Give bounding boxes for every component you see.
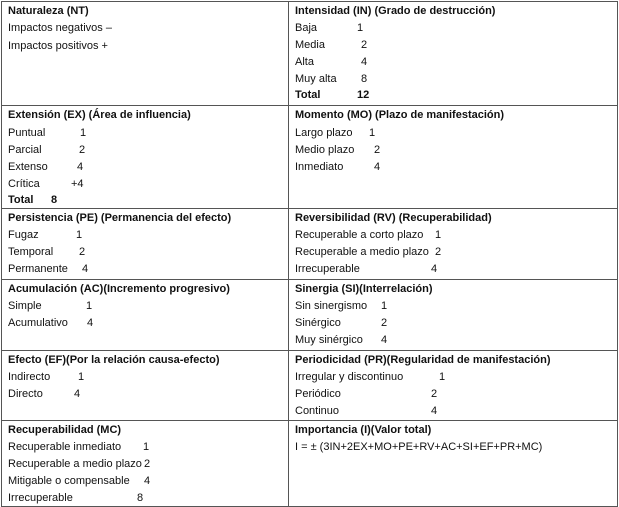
reversibilidad-value-3: 4 xyxy=(431,263,438,275)
sinergia-value-2: 2 xyxy=(381,317,388,329)
extension-value-4: +4 xyxy=(71,178,84,190)
extension-label-4: Crítica xyxy=(8,178,40,190)
momento-value-3: 4 xyxy=(374,161,381,173)
intensidad-value-2: 2 xyxy=(361,39,368,51)
persistencia-value-3: 4 xyxy=(82,263,89,275)
recuperabilidad-label-1: Recuperable inmediato xyxy=(8,441,122,453)
reversibilidad-value-1: 1 xyxy=(435,229,442,241)
extension-value-1: 1 xyxy=(80,127,87,139)
reversibilidad-title: Reversibilidad (RV) (Recuperabilidad) xyxy=(295,212,492,224)
persistencia-label-1: Fugaz xyxy=(8,229,39,241)
reversibilidad-label-2: Recuperable a medio plazo xyxy=(295,246,429,258)
momento-label-3: Inmediato xyxy=(295,161,344,173)
intensidad-value-3: 4 xyxy=(361,56,368,68)
periodicidad-label-3: Continuo xyxy=(295,405,340,417)
naturaleza-line-2: Impactos positivos + xyxy=(8,40,108,52)
intensidad-label-3: Alta xyxy=(295,56,314,68)
cell-reversibilidad xyxy=(289,209,618,280)
momento-value-2: 2 xyxy=(374,144,381,156)
efecto-label-1: Indirecto xyxy=(8,371,51,383)
intensidad-label-4: Muy alta xyxy=(295,73,337,85)
efecto-value-1: 1 xyxy=(78,371,85,383)
importancia-title: Importancia (I)(Valor total) xyxy=(295,424,432,436)
sinergia-title: Sinergia (SI)(Interrelación) xyxy=(295,283,433,295)
periodicidad-label-2: Periódico xyxy=(295,388,341,400)
recuperabilidad-value-2: 2 xyxy=(144,458,151,470)
persistencia-label-3: Permanente xyxy=(8,263,68,275)
acumulacion-label-2: Acumulativo xyxy=(8,317,68,329)
cell-periodicidad xyxy=(289,351,618,421)
extension-label-1: Puntual xyxy=(8,127,46,139)
persistencia-value-2: 2 xyxy=(79,246,86,258)
cell-intensidad xyxy=(289,2,618,106)
recuperabilidad-value-4: 8 xyxy=(137,492,144,504)
acumulacion-value-2: 4 xyxy=(87,317,94,329)
periodicidad-value-3: 4 xyxy=(431,405,438,417)
reversibilidad-label-1: Recuperable a corto plazo xyxy=(295,229,424,241)
recuperabilidad-value-1: 1 xyxy=(143,441,150,453)
intensidad-label-1: Baja xyxy=(295,22,318,34)
intensidad-label-2: Media xyxy=(295,39,325,51)
cell-persistencia xyxy=(2,209,289,280)
intensidad-value-4: 8 xyxy=(361,73,368,85)
criteria-table xyxy=(1,1,618,507)
extension-value-3: 4 xyxy=(77,161,84,173)
reversibilidad-label-3: Irrecuperable xyxy=(295,263,360,275)
cell-importancia xyxy=(289,421,618,507)
sinergia-label-3: Muy sinérgico xyxy=(295,334,363,346)
periodicidad-label-1: Irregular y discontinuo xyxy=(295,371,404,383)
intensidad-title: Intensidad (IN) (Grado de destrucción) xyxy=(295,5,496,17)
momento-title: Momento (MO) (Plazo de manifestación) xyxy=(295,109,505,121)
cell-extension xyxy=(2,106,289,209)
persistencia-value-1: 1 xyxy=(76,229,83,241)
table-row xyxy=(2,351,618,421)
sinergia-label-2: Sinérgico xyxy=(295,317,341,329)
extension-label-3: Extenso xyxy=(8,161,48,173)
acumulacion-title: Acumulación (AC)(Incremento progresivo) xyxy=(8,283,230,295)
sinergia-value-3: 4 xyxy=(381,334,388,346)
table-row xyxy=(2,106,618,209)
recuperabilidad-label-3: Mitigable o compensable xyxy=(8,475,130,487)
efecto-label-2: Directo xyxy=(8,388,43,400)
intensidad-total-value: 12 xyxy=(357,89,370,101)
table-row xyxy=(2,421,618,507)
momento-label-2: Medio plazo xyxy=(295,144,355,156)
naturaleza-title: Naturaleza (NT) xyxy=(8,5,89,17)
periodicidad-value-1: 1 xyxy=(439,371,446,383)
momento-label-1: Largo plazo xyxy=(295,127,353,139)
cell-momento xyxy=(289,106,618,209)
cell-acumulacion xyxy=(2,280,289,351)
extension-total-label: Total xyxy=(8,194,34,206)
cell-recuperabilidad xyxy=(2,421,289,507)
intensidad-total-label: Total xyxy=(295,89,321,101)
sinergia-value-1: 1 xyxy=(381,300,388,312)
table-row xyxy=(2,2,618,106)
importancia-formula: I = ± (3IN+2EX+MO+PE+RV+AC+SI+EF+PR+MC) xyxy=(295,441,543,453)
efecto-title: Efecto (EF)(Por la relación causa-efecto) xyxy=(8,354,220,366)
cell-naturaleza xyxy=(2,2,289,106)
recuperabilidad-title: Recuperabilidad (MC) xyxy=(8,424,122,436)
persistencia-label-2: Temporal xyxy=(8,246,54,258)
extension-value-2: 2 xyxy=(79,144,86,156)
recuperabilidad-label-4: Irrecuperable xyxy=(8,492,73,504)
persistencia-title: Persistencia (PE) (Permanencia del efecto) xyxy=(8,212,232,224)
table-row xyxy=(2,209,618,280)
table-row xyxy=(2,280,618,351)
momento-value-1: 1 xyxy=(369,127,376,139)
acumulacion-label-1: Simple xyxy=(8,300,42,312)
reversibilidad-value-2: 2 xyxy=(435,246,442,258)
sinergia-label-1: Sin sinergismo xyxy=(295,300,368,312)
cell-sinergia xyxy=(289,280,618,351)
recuperabilidad-label-2: Recuperable a medio plazo xyxy=(8,458,142,470)
recuperabilidad-value-3: 4 xyxy=(144,475,151,487)
naturaleza-line-1: Impactos negativos – xyxy=(8,22,112,34)
cell-efecto xyxy=(2,351,289,421)
extension-total-value: 8 xyxy=(51,194,58,206)
extension-title: Extensión (EX) (Área de influencia) xyxy=(8,109,191,121)
efecto-value-2: 4 xyxy=(74,388,81,400)
periodicidad-title: Periodicidad (PR)(Regularidad de manifestación) xyxy=(295,354,551,366)
intensidad-value-1: 1 xyxy=(357,22,364,34)
periodicidad-value-2: 2 xyxy=(431,388,438,400)
extension-label-2: Parcial xyxy=(8,144,42,156)
acumulacion-value-1: 1 xyxy=(86,300,93,312)
